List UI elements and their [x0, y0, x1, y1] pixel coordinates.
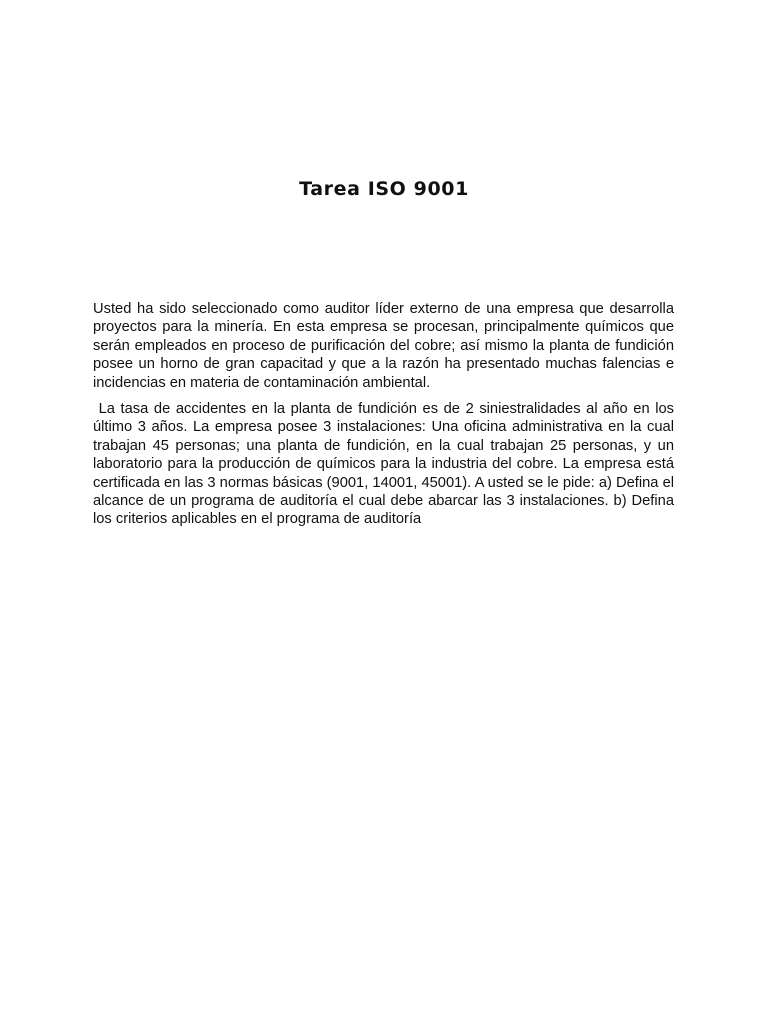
paragraph-task: La tasa de accidentes en la planta de fundición es de 2 siniestralidades al año en los último 3 años. La empresa posee 3 instalaciones: Una oficina administrativa en la cual trabajan 45 personas; una planta de fundición, en la cual trabajan 25 personas, y un laboratorio para la producción de químicos para la industria del cobre. La empresa está certificada en las 3 normas básicas (9001, 14001, 45001). A usted se le pide: a) Defina el alcance de un programa de auditoría el cual debe abarcar las 3 instalaciones. b) Defina los criterios aplicables en el programa de auditoría — [93, 401, 679, 528]
paragraph-intro: Usted ha sido seleccionado como auditor líder externo de una empresa que desarrolla proyectos para la minería. En esta empresa se procesan, principalmente químicos que serán empleados en proceso de purificación del cobre; así mismo la planta de fundición posee un horno de gran capacitad y que a la razón ha presentado muchas falencias e incidencias en materia de contaminación ambiental. — [93, 301, 674, 391]
document-body — [93, 300, 679, 537]
page-title: Tarea ISO 9001 — [299, 178, 469, 200]
